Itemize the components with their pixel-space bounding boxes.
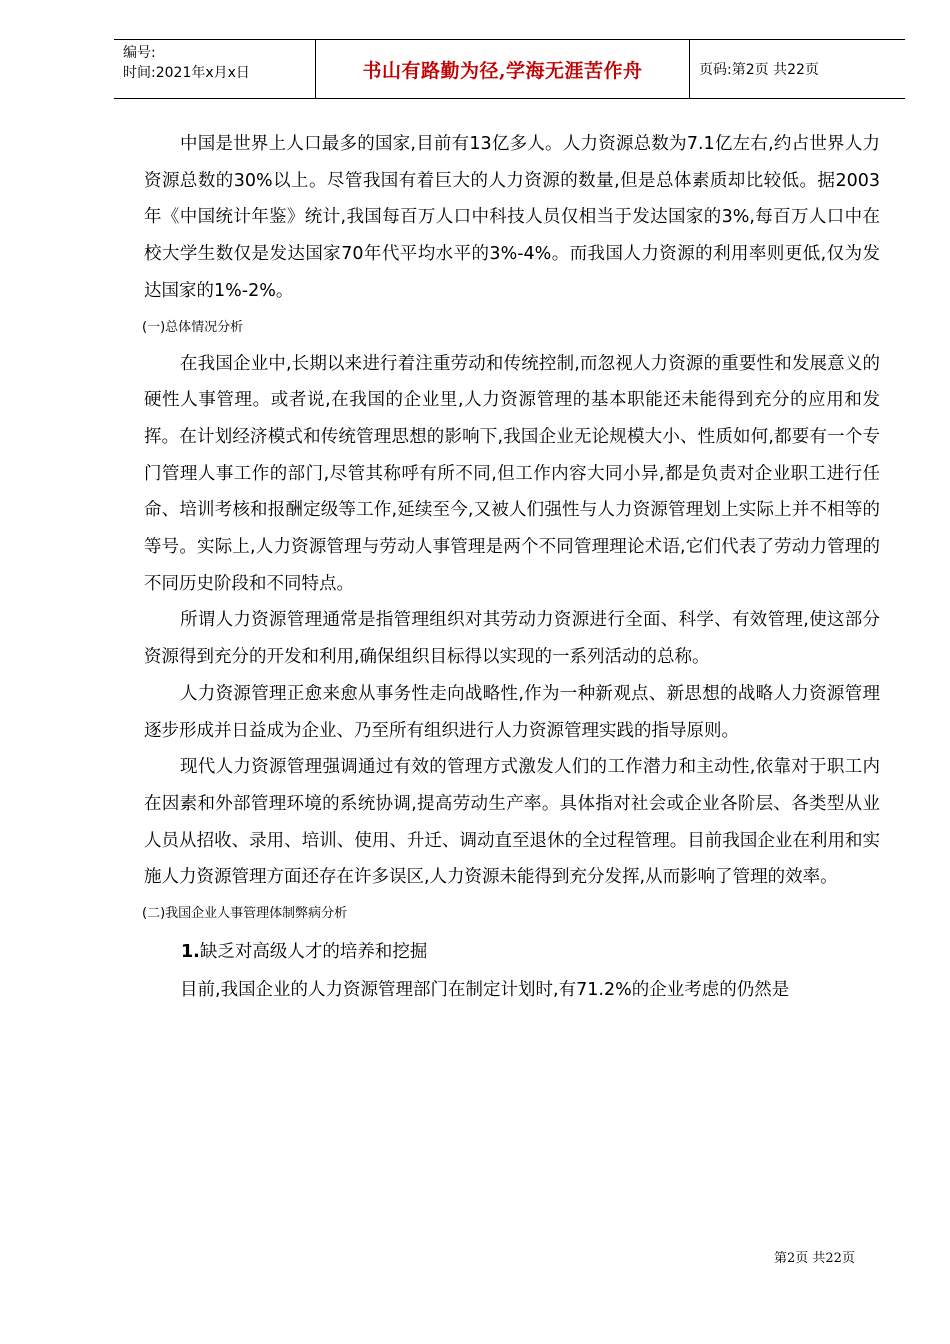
document-body <box>144 126 880 1009</box>
header-page-cell <box>690 40 905 98</box>
section-heading-1: (一)总体情况分析 <box>142 319 244 335</box>
motto: 书山有路勤为径,学海无涯苦作舟 <box>362 59 643 82</box>
paragraph-3: 所谓人力资源管理通常是指管理组织对其劳动力资源进行全面、科学、有效管理,使这部分资源得到充分的开发和利用,确保组织目标得以实现的一系列活动的总称。 <box>144 610 880 668</box>
subsection-title: 缺乏对高级人才的培养和挖掘 <box>199 942 428 963</box>
time-label: 时间:2021年x月x日 <box>123 65 250 81</box>
page-label: 页码:第2页 共22页 <box>699 62 819 78</box>
paragraph-1: 中国是世界上人口最多的国家,目前有13亿多人。人力资源总数为7.1亿左右,约占世界人力资源总数的30%以上。尽管我国有着巨大的人力资源的数量,但是总体素质却比较低。据2003年《中国统计年鉴》统计,我国每百万人口中科技人员仅相当于发达国家的3%,每百万人口中在校大学生数仅是发达国家70年代平均水平的3%-4%。而我国人力资源的利用率则更低,仅为发达国家的1%-2%。 <box>144 134 880 301</box>
paragraph-6: 目前,我国企业的人力资源管理部门在制定计划时,有71.2%的企业考虑的仍然是 <box>180 980 790 1001</box>
serial-label: 编号: <box>123 45 156 61</box>
paragraph-5: 现代人力资源管理强调通过有效的管理方式激发人们的工作潜力和主动性,依靠对于职工内在因素和外部管理环境的系统协调,提高劳动生产率。具体指对社会或企业各阶层、各类型从业人员从招收、录用、培训、使用、升迁、调动直至退休的全过程管理。目前我国企业在利用和实施人力资源管理方面还存在许多误区,人力资源未能得到充分发挥,从而影响了管理的效率。 <box>144 757 880 888</box>
paragraph-4: 人力资源管理正愈来愈从事务性走向战略性,作为一种新观点、新思想的战略人力资源管理逐步形成并日益成为企业、乃至所有组织进行人力资源管理实践的指导原则。 <box>144 683 880 741</box>
header-motto-cell <box>316 40 690 98</box>
header-meta <box>114 40 316 98</box>
page-header <box>114 39 905 99</box>
subsection-number: 1. <box>181 942 200 963</box>
section-heading-2: (二)我国企业人事管理体制弊病分析 <box>142 906 348 922</box>
subsection-heading-1 <box>181 932 880 972</box>
paragraph-2: 在我国企业中,长期以来进行着注重劳动和传统控制,而忽视人力资源的重要性和发展意义的硬性人事管理。或者说,在我国的企业里,人力资源管理的基本职能还未能得到充分的应用和发挥。在计划经济模式和传统管理思想的影响下,我国企业无论规模大小、性质如何,都要有一个专门管理人事工作的部门,尽管其称呼有所不同,但工作内容大同小异,都是负责对企业职工进行任命、培训考核和报酬定级等工作,延续至今,又被人们强性与人力资源管理划上实际上并不相等的等号。实际上,人力资源管理与劳动人事管理是两个不同管理理论术语,它们代表了劳动力管理的不同历史阶段和不同特点。 <box>144 353 880 594</box>
page-footer: 第2页 共22页 <box>774 1251 855 1266</box>
